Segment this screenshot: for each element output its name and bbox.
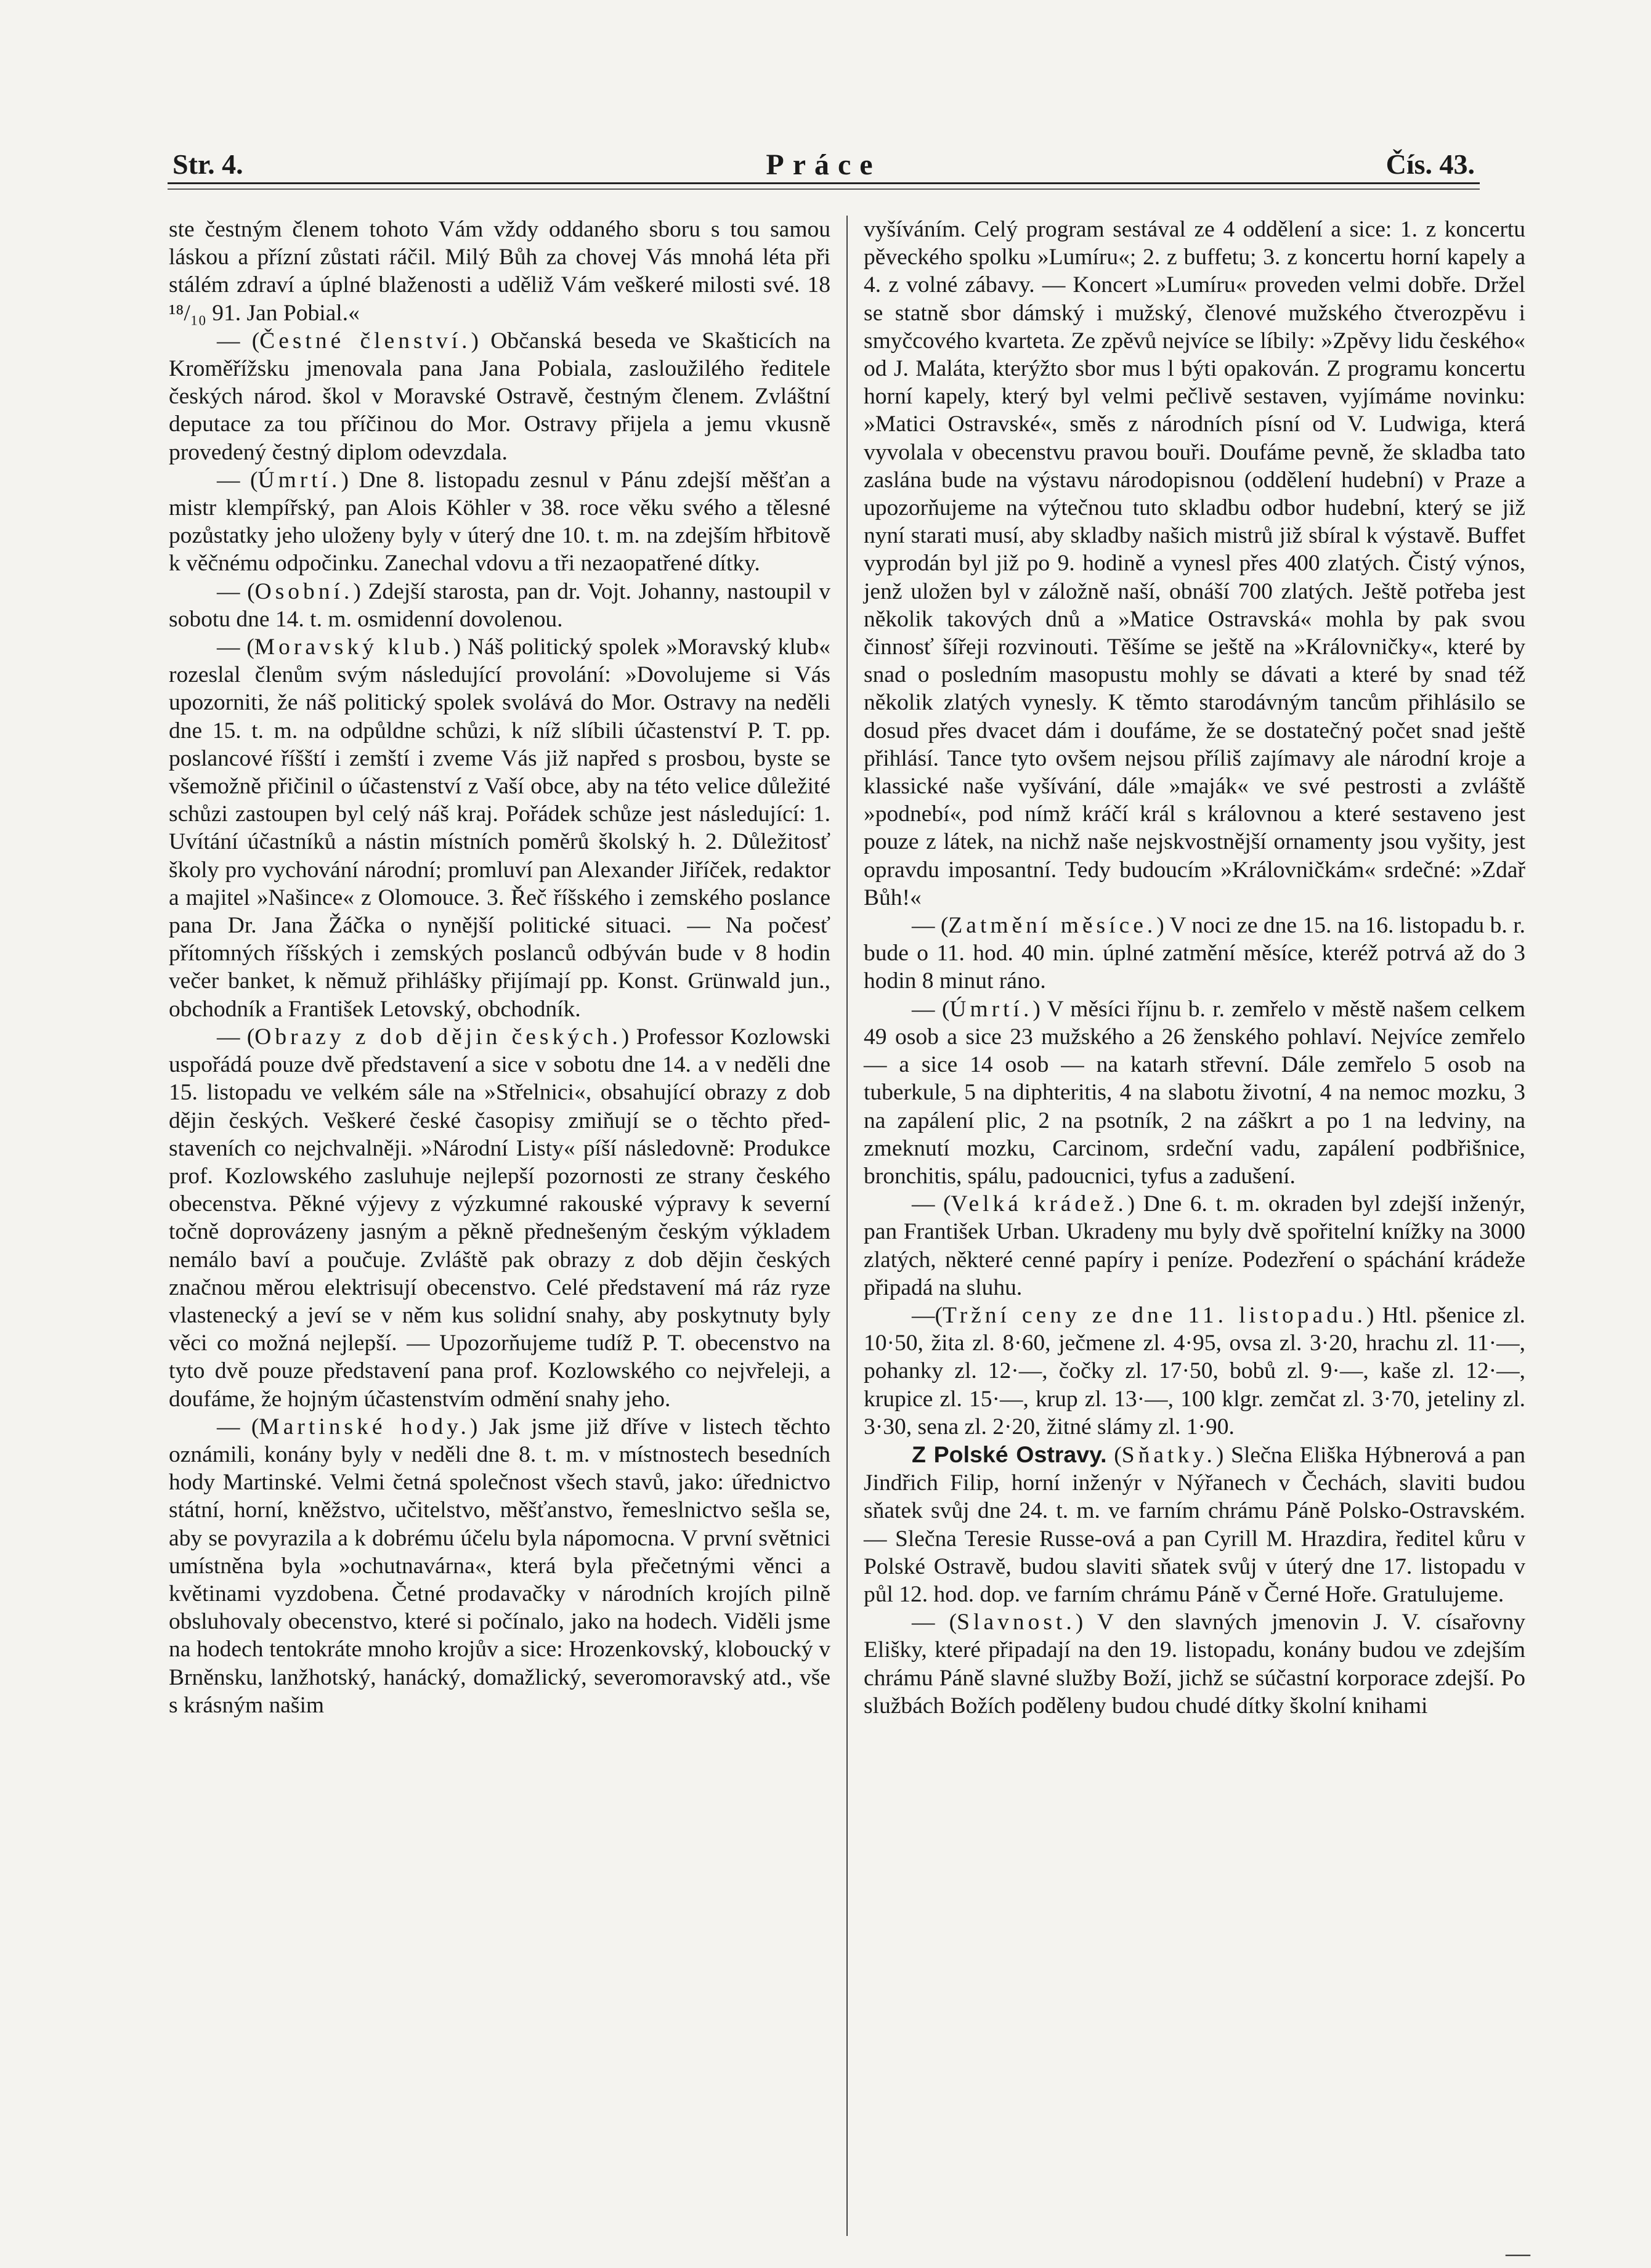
header-rule-bottom bbox=[168, 188, 1480, 190]
article-personal: — (Osobní.) Zdejší starosta, pan dr. Vojt. Johanny, nastoupil v sobotu dne 14. t. m. osmidenní dovolenou. bbox=[169, 578, 830, 632]
article-continuation: ste čestným členem tohoto Vám vždy oddaného sboru s tou samou láskou a přízní zůstati ráčil. Milý Bůh za chovej Vás mnohá léta při stálém zdraví a úplné blaženosti a uděliž Vám veškeré milosti své. 18 ¹⁸/₁₀ 91. Jan Pobial.« bbox=[169, 217, 830, 326]
page-end-mark: — bbox=[1506, 2239, 1530, 2267]
article-market-prices: —(Tržní ceny ze dne 11. listopadu.) Htl. pšenice zl. 10·50, žita zl. 8·60, ječmene zl. 4·95, ovsa zl. 3·20, hrachu zl. 11·—, pohanky zl. 12·—, čočky zl. 17·50, bobů zl. 9·—, kaše zl. 12·—, krupice zl. 15·—, krup zl. 13·—, 100 klgr. zemčat zl. 3·70, jeteliny zl. 3·30, sena zl. 2·20, žitné slámy zl. 1·90. bbox=[864, 1302, 1525, 1440]
page-number: Str. 4. bbox=[172, 148, 243, 180]
article-lunar-eclipse: — (Zatmění měsíce.) V noci ze dne 15. na 16. listopadu b. r. bude o 11. hod. 40 min. úplné zatmění měsíce, kteréž potrvá až do 3 hodin 8 minut ráno. bbox=[864, 913, 1525, 994]
article-martinmas-feast: — (Martinské hody.) Jak jsme již dříve v listech těchto oznámili, konány byly v neděli dne 8. t. m. v místnostech besedních hody Martinské. Velmi četná společnost všech stavů, jako: úřednictvo státní, horní, kněžstvo, učitelstvo, měšťanstvo, řemeslnictvo sešla se, aby se povyrazila a k dobrému účelu byla nápomocna. V první světnici umístněna byla »ochutnavárna«, která byla přečetnými věnci a květinami vyzdobena. Četné prodavačky v národních krojích pilně obsluhovaly obecenstvo, které si počínalo, jako na hodech. Viděli jsme na hodech tentokráte mnoho krojův a sice: Hrozenkovský, kloboucký v Brněnsku, lanžhotský, hanácký, domažlický, severomoravský atd., vše s krásným našim bbox=[169, 1414, 830, 1718]
article-feast-continuation: vyšíváním. Celý program sestával ze 4 oddělení a sice: 1. z koncertu pěveckého spolku »Lumíru«; 2. z buffetu; 3. z koncertu horní kapely a 4. z volné zábavy. — Koncert »Lumíru« proveden velmi dobře. Držel se statně sbor dámský i mužský, členové mužského čtverozpěvu i smyčcového kvarteta. Ze zpěvů nejvíce se líbily: »Zpěvy lidu českého« od J. Maláta, kterýžto sbor mus l býti opakován. Z programu koncertu horní kapely, který byl velmi pečlivě sestaven, vyjímáme novinku: »Matici Ostravské«, směs z národních písní od V. Ludwiga, která vyvolala v obecenstvu pravou bouři. Doufáme pevně, že skladba tato zaslána bude na výstavu národopisnou (oddělení hudební) v Praze a upozorňujeme na výtečnou tuto skladbu odbor hudební, který se již nyní starati musí, aby skladby našich mistrů již sbíral k výstavě. Buffet vyprodán byl již po 9. hodině a vynesl přes 400 zlatých. Čistý výnos, jenž uložen byl v záložně naší, obnáší 700 zlatých. Ještě potřeba jest několik takových dnů a »Matice Ostravská« mohla by pak svou činnosť šířeji rozvinouti. Těšíme se ještě na »Královničky«, které by snad o posledním masopustu mohly se dávati a které by snad též několik zlatých vynesly. K těmto starodávným tancům přihlásilo se dosud přes dvacet dám i doufáme, že se dostatečný počet snad ještě přihlásí. Tance tyto ovšem nejsou příliš zajímavy ale národní kroje a klassické naše vyšívání, dále »maják« ve své pestrosti a zvláště »podnebí«, pod nímž kráčí král s královnou a které sestaveno jest pouze z látek, na nichž naše nejskvostnější ornamenty jsou vyšity, jest opravdu imposantní. Tedy budoucím »Královničkám« srdečné: »Zdař Bůh!« bbox=[864, 217, 1525, 910]
article-historical-images: — (Obrazy z dob dějin českých.) Professor Kozlowski uspořádá pouze dvě představení a sice v sobotu dne 14. a v neděli dne 15. listopadu ve velkém sále na »Střelnici«, obsahující obrazy z dob dějin českých. Veškeré české časopisy zmiňují se o těchto představeních co nejchvalněji. »Národní Listy« píší následovně: Produkce prof. Kozlowského zasluhuje nejlepší pozornosti ze strany českého obecenstva. Pěkné výjevy z výzkumné rakouské výpravy k severní točně doprovázeny jasným a pěkně přednešeným českým výkladem nemálo baví a poučuje. Zvláště pak obrazy z dob dějin českých značnou měrou elektrisují obecenstvo. Celé představení má ráz ryze vlastenecký a jeví se v něm kus solidní snahy, aby poskytnuty byly věci co možná nejlepší. — Upozorňujeme tudíž P. T. obecenstvo na tyto dvě pouze představení pana prof. Kozlowského co nejvřeleji, a doufáme, že hojným účastenstvím odmění snahy jeho. bbox=[169, 1024, 830, 1412]
issue-number: Čís. 43. bbox=[1385, 148, 1475, 180]
page-header bbox=[168, 143, 1480, 187]
article-moravian-club: — (Moravský klub.) Náš politický spolek »Moravský klub« rozeslal členům svým následující provolání: »Dovolujeme si Vás upozorniti, že náš politický spolek svolává do Mor. Ostravy na neděli dne 15. t. m. na odpůldne schůzi, k níž slíbili účastenství P. T. pp. poslancové říšští i zemští i zveme Vás již napřed s prosbou, byste se všemožně přičinil o účastenství z Vaší obce, aby na této velice důležité schůzi zastoupen byl celý náš kraj. Pořádek schůze jest následující: 1. Uvítání účastníků a nástin místních poměrů školský h. 2. Důležitosť školy pro vychování národní; promluví pan Alexander Jiříček, redaktor a majitel »Našince« z Olomouce. 3. Řeč říšského i zemského poslance pana Dr. Jana Žáčka o nynější politické situaci. — Na počesť přítomných říšských i zemských poslanců odbýván bude v 8 hodin večer banket, k němuž přihlášky přijímají pp. Konst. Grünwald jun., obchodník a František Letovský, obchodník. bbox=[169, 634, 830, 1022]
article-theft: — (Velká krádež.) Dne 6. t. m. okraden byl zdejší inženýr, pan František Urban. Ukradeny mu byly dvě spořitelní knížky na 3000 zlatých, některé cenné papíry i peníze. Podezření o spáchání krádeže připadá na sluhu. bbox=[864, 1191, 1525, 1300]
column-divider bbox=[846, 216, 848, 2236]
article-death-notice: — (Úmrtí.) Dne 8. listopadu zesnul v Pánu zdejší měšťan a mistr klempířský, pan Alois Köhler v 38. roce věku svého a tělesné pozůstatky jeho uloženy byly v úterý dne 10. t. m. na zdejším hřbitově k věčnému odpočinku. Zanechal vdovu a tři nezaopatřené dítky. bbox=[169, 467, 830, 577]
article-deaths-october: — (Úmrtí.) V měsíci říjnu b. r. zemřelo v městě našem celkem 49 osob a sice 23 mužského a 26 ženského pohlaví. Nejvíce zemřelo — a sice 14 osob — na katarh střevní. Dále zemřelo 5 osob na tuberkule, 5 na diphteritis, 4 na slabotu životní, 4 na nemoc mozku, 3 na zapálení plic, 2 na psotník, 2 na záškrt a po 1 na ledviny, na zmeknutí mozku, Carcinom, srdeční vadu, zapálení podbřišnice, bronchitis, spálu, padoucnici, tyfus a zadušení. bbox=[864, 996, 1525, 1189]
article-celebration: — (Slavnost.) V den slavných jmenovin J. V. císařovny Elišky, které připadají na den 19. listopadu, konány budou ve zdejším chrámu Páně slavné služby Boží, jichž se súčastní korporace zdejší. Po službách Božích poděleny budou chudé dítky školní knihami bbox=[864, 1610, 1526, 1719]
left-column bbox=[169, 216, 830, 1719]
right-column bbox=[864, 216, 1525, 1720]
header-rule-top bbox=[168, 182, 1480, 184]
newspaper-title: Práce bbox=[766, 148, 882, 181]
article-weddings: Z Polské Ostravy. (Sňatky.) Slečna Eliška Hýbnerová a pan Jindřich Filip, horní inženýr v Nýřanech v Čechách, slaviti budou sňatek svůj dne 24. t. m. ve farním chrámu Páně Polsko-Ostravském. — Slečna Teresie Russe-ová a pan Cyrill M. Hrazdira, ředitel kůru v Polské Ostravě, budou slaviti sňatek svůj v úterý dne 17. listopadu v půl 12. hod. dop. ve farním chrámu Páně v Černé Hoře. Gratulujeme. bbox=[864, 1441, 1525, 1607]
article-honorary-membership: — (Čestné členství.) Občanská beseda ve Skašticích na Kroměřížsku jmenovala pana Jana Pobiala, zasloužilého ředitele českých národ. škol v Moravské Ostravě, čestným členem. Zvláštní deputace za tou příčinou do Mor. Ostravy přijela a jemu vkusně provedený čestný diplom odevzdala. bbox=[169, 328, 830, 465]
